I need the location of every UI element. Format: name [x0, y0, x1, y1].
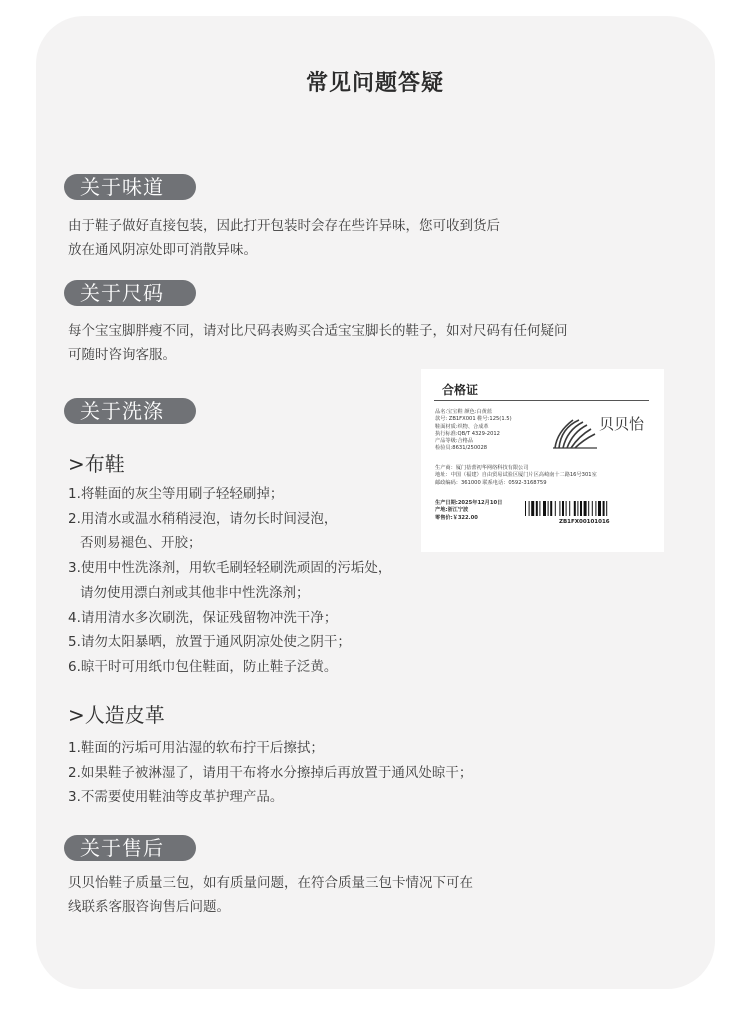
certificate-bottom-line: 产地:浙江宁波 — [435, 507, 469, 514]
barcode-number: ZB1FX00101016 — [559, 519, 610, 525]
section-label-size: 关于尺码 — [64, 280, 196, 306]
page-title: 常见问题答疑 — [305, 71, 444, 96]
section-label-wash: 关于洗涤 — [64, 398, 196, 424]
certificate-bottom-line: 生产日期:2025年12月10日 — [435, 500, 503, 506]
list-item: 否则易褪色、开胶； — [80, 535, 202, 552]
list-item: 2.如果鞋子被淋湿了，请用干布将水分擦掉后再放置于通风处晾干； — [68, 764, 473, 781]
smell-text — [68, 214, 500, 262]
list-item: 4.请用清水多次刷洗，保证残留物冲洗干净； — [68, 609, 338, 626]
list-item: 3.不需要使用鞋油等皮革护理产品。 — [68, 789, 284, 806]
certificate-rule — [434, 400, 649, 401]
list-item: 6.晾干时可用纸巾包住鞋面，防止鞋子泛黄。 — [68, 658, 338, 675]
section-label-aftersale: 关于售后 — [64, 835, 196, 861]
certificate-info — [435, 409, 512, 453]
size-text — [68, 319, 568, 367]
smell-line: 由于鞋子做好直接包装，因此打开包装时会存在些许异味，您可收到货后 — [68, 218, 500, 234]
cloth-care-list — [68, 482, 391, 680]
aftersale-line: 贝贝怡鞋子质量三包，如有质量问题，在符合质量三包卡情况下可在 — [68, 875, 473, 891]
certificate-company-line: 地址：中国（福建）自由贸易试验区厦门片区高崎南十二路16号301室 — [435, 472, 597, 479]
barcode-icon — [525, 501, 651, 516]
smell-line: 放在通风阴凉处即可消散异味。 — [68, 242, 257, 258]
list-item: 5.请勿太阳暴晒，放置于通风阴凉处使之阴干； — [68, 634, 351, 651]
size-line: 可随时咨询客服。 — [68, 347, 176, 363]
leather-care-list — [68, 736, 472, 810]
brand-name: 贝贝怡 — [599, 415, 645, 433]
list-item: 1.将鞋面的灰尘等用刷子轻轻刷掉； — [68, 486, 284, 502]
certificate-company — [435, 465, 597, 487]
list-item: 1.鞋面的污垢可用沾湿的软布拧干后擦拭； — [68, 740, 324, 756]
certificate-bottom-line: 零售价:￥322.00 — [435, 514, 478, 521]
list-item: 3.使用中性洗涤剂，用软毛刷轻轻刷洗顽固的污垢处， — [68, 560, 392, 577]
list-item: 请勿使用漂白剂或其他非中性洗涤剂； — [80, 584, 310, 601]
aftersale-line: 线联系客服咨询售后问题。 — [68, 899, 230, 915]
certificate-info-line: 款号: ZB1FX001 鞋号:125(1.5) — [435, 416, 512, 423]
certificate-company-line: 生产商：厦门蓓蕾初华网络科技有限公司 — [435, 465, 529, 471]
certificate-title: 合格证 — [442, 383, 479, 397]
qualification-certificate — [421, 369, 664, 552]
certificate-bottom — [435, 500, 502, 522]
certificate-info-line: 执行标准:QB/T 4329-2012 — [435, 430, 500, 437]
certificate-info-line: 产品等级:合格品 — [435, 438, 474, 445]
section-label-smell: 关于味道 — [64, 174, 196, 200]
cloth-shoes-heading: >布鞋 — [68, 452, 125, 476]
certificate-info-line: 品名:宝宝鞋 颜色:白黄蓝 — [435, 409, 493, 415]
certificate-company-line: 邮政编码：361000 联系电话：0592-3168759 — [435, 479, 547, 486]
leather-heading: >人造皮革 — [68, 703, 165, 727]
aftersale-text — [68, 871, 473, 919]
certificate-info-line: 鞋面材质:织物、合成革 — [435, 423, 489, 430]
list-item: 2.用清水或温水稍稍浸泡，请勿长时间浸泡， — [68, 510, 338, 527]
size-line: 每个宝宝脚胖瘦不同，请对比尺码表购买合适宝宝脚长的鞋子，如对尺码有任何疑问 — [68, 323, 568, 339]
certificate-info-line: 检验员:8631/250028 — [435, 445, 488, 452]
